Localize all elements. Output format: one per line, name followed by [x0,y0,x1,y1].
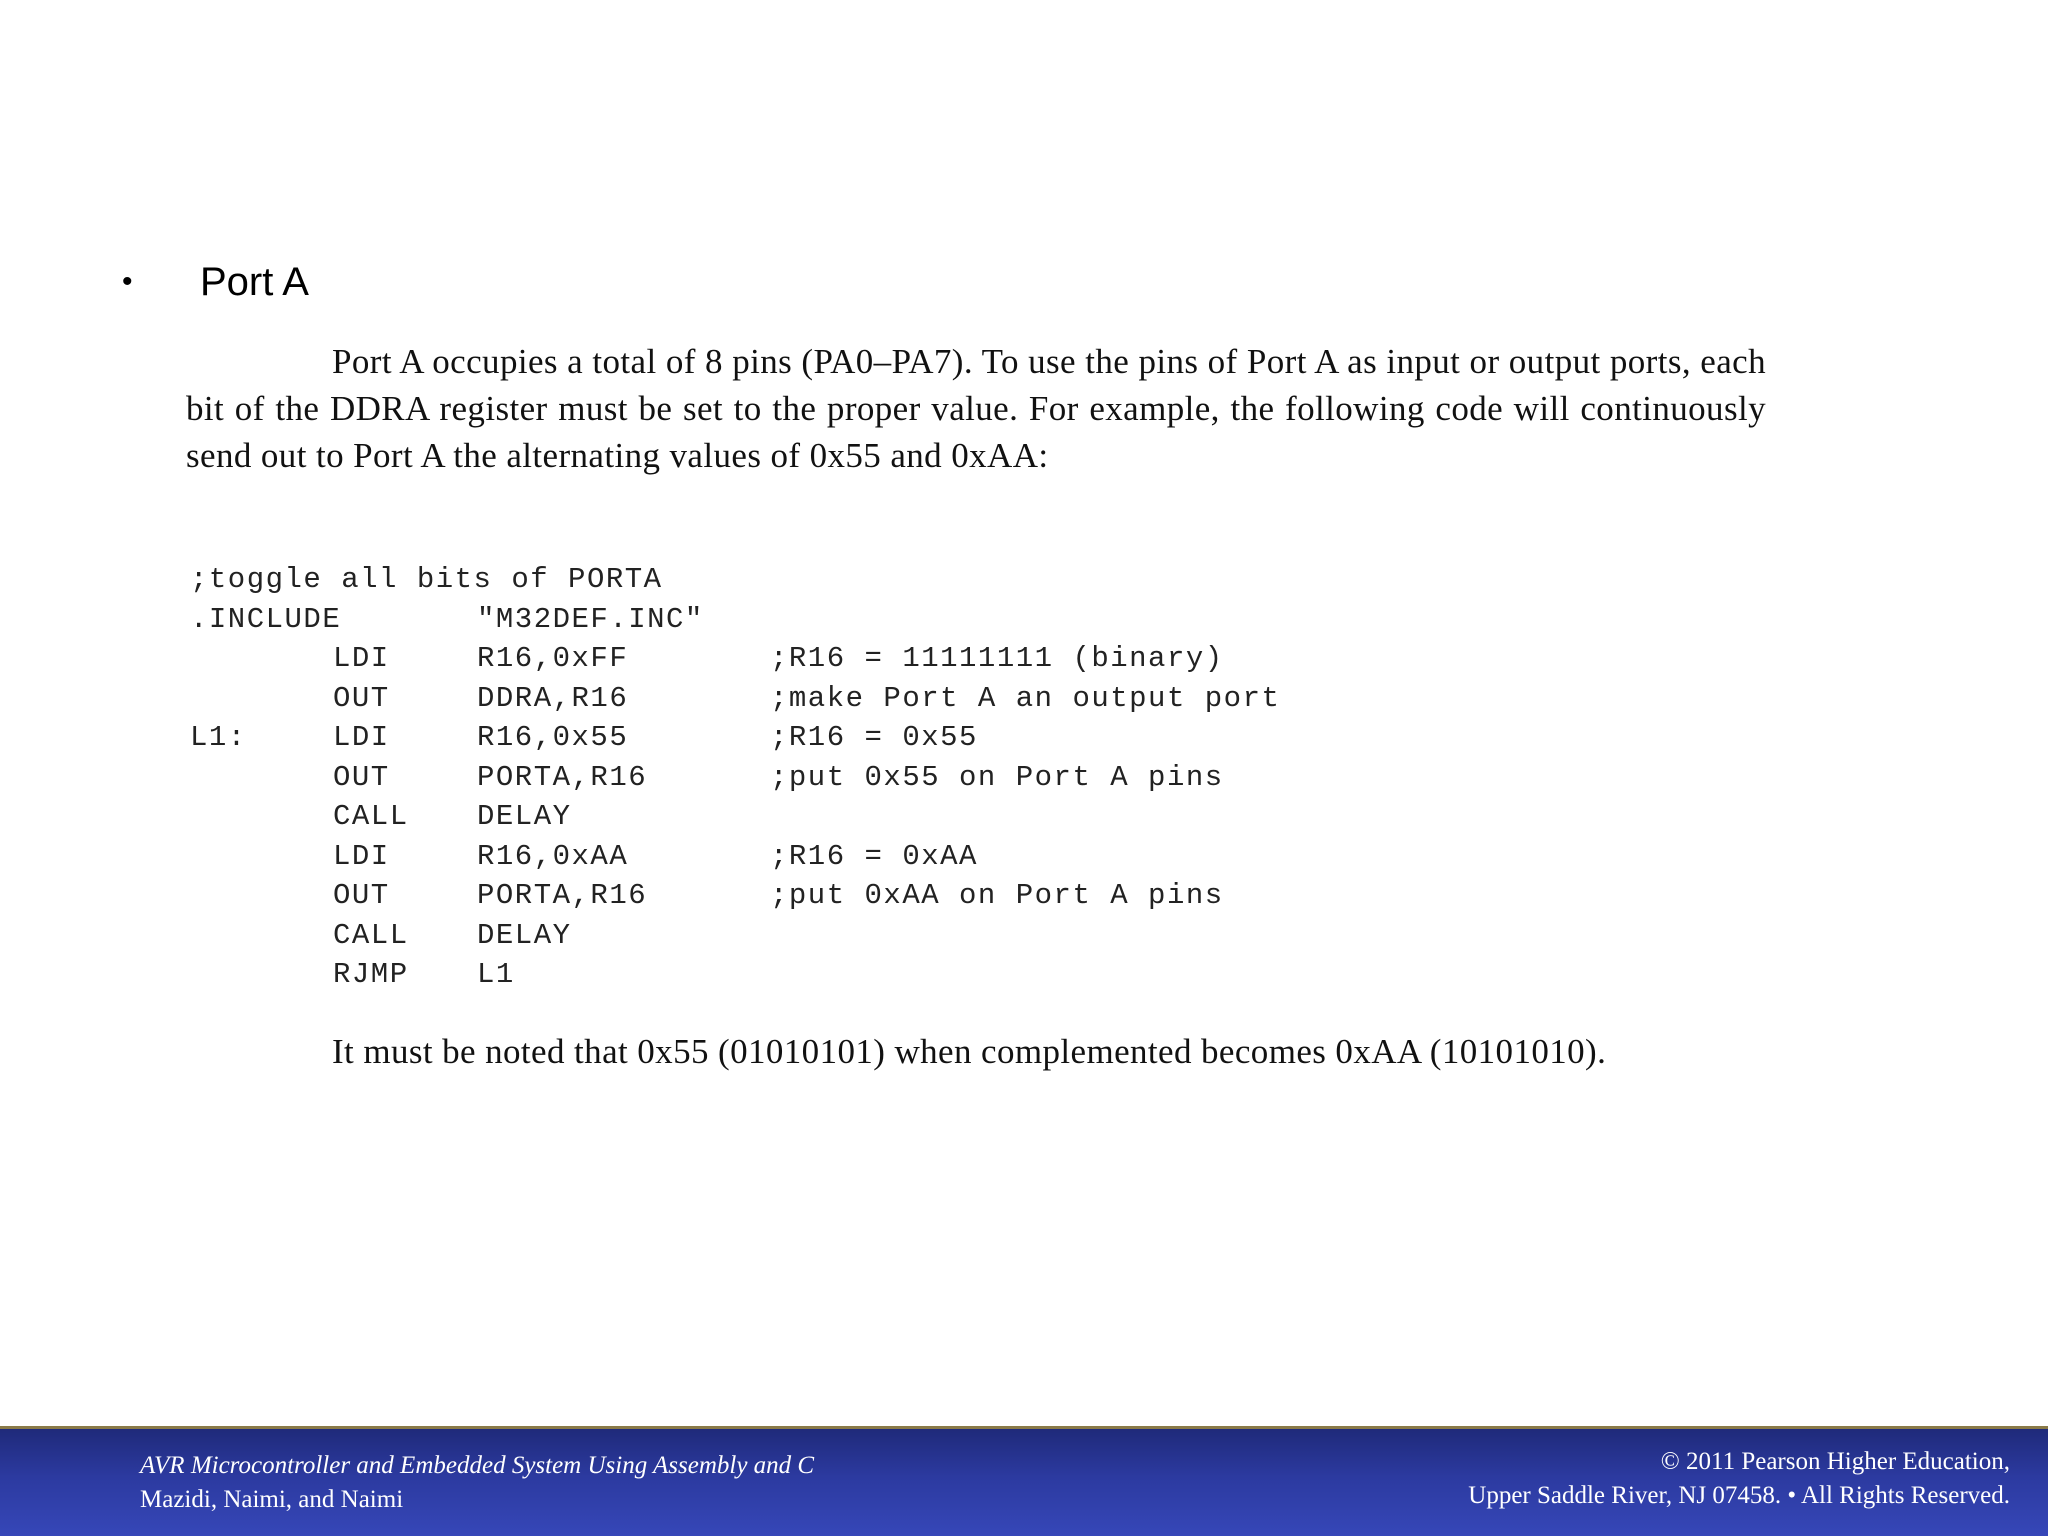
code-argument: L1 [477,958,515,991]
code-comment: ;make Port A an output port [770,681,1281,715]
code-argument: PORTA,R16 [477,879,648,912]
code-line [190,679,1590,719]
code-argument: PORTA,R16 [477,760,648,794]
code-line [190,560,1590,600]
copyright-line: Upper Saddle River, NJ 07458. • All Rights Reserved. [1468,1482,2010,1509]
code-comment: ;R16 = 11111111 (binary) [770,642,1224,675]
slide-footer [0,1426,2048,1536]
code-opcode: LDI [333,642,390,675]
code-line [190,876,1590,916]
code-line [190,758,1590,798]
code-line [190,600,1590,640]
code-comment: ;R16 = 0xAA [770,839,978,873]
bullet-text: Port A [200,260,309,304]
code-argument: DDRA,R16 [477,681,629,715]
code-comment: ;put 0x55 on Port A pins [770,760,1224,794]
code-line [190,955,1590,995]
code-line [190,916,1590,956]
code-comment: ;put 0xAA on Port A pins [770,879,1224,912]
code-argument: "M32DEF.INC" [477,602,704,636]
code-directive: .INCLUDE [190,602,342,636]
code-line [190,797,1590,837]
footer-citation [140,1449,814,1517]
code-argument: DELAY [477,918,572,952]
code-line [190,837,1590,877]
code-opcode: OUT [333,760,390,794]
code-opcode: CALL [333,800,409,833]
code-opcode: OUT [333,879,390,912]
code-comment: ;toggle all bits of PORTA [190,563,663,596]
footer-copyright [1468,1445,2010,1513]
assembly-code-listing [190,560,1590,995]
bullet-marker: • [122,265,133,298]
code-argument: R16,0xAA [477,839,629,873]
code-argument: R16,0xFF [477,642,629,675]
note-paragraph: It must be noted that 0x55 (01010101) when complemented becomes 0xAA (10101010). [332,1032,1607,1071]
copyright-line: © 2011 Pearson Higher Education, [1660,1448,2010,1475]
book-title: AVR Microcontroller and Embedded System Using Assembly and C [140,1452,815,1479]
code-label: L1: [190,721,247,754]
code-argument: DELAY [477,800,572,833]
code-comment: ;R16 = 0x55 [770,721,978,754]
code-opcode: LDI [333,721,390,754]
code-opcode: CALL [333,918,409,952]
book-authors: Mazidi, Naimi, and Naimi [140,1486,404,1513]
scanned-textbook-excerpt [186,338,1766,1138]
code-line [190,718,1590,758]
intro-paragraph: Port A occupies a total of 8 pins (PA0–PA7). To use the pins of Port A as input or output ports, each bit of the DDRA register must be set to the proper value. For example, the following code will continuously send out to Port A the alternating values of 0x55 and 0xAA: [186,342,1766,475]
bullet-item [122,254,309,310]
code-line [190,639,1590,679]
code-opcode: RJMP [333,958,409,991]
code-argument: R16,0x55 [477,721,629,754]
code-opcode: OUT [333,681,390,715]
code-opcode: LDI [333,839,390,873]
